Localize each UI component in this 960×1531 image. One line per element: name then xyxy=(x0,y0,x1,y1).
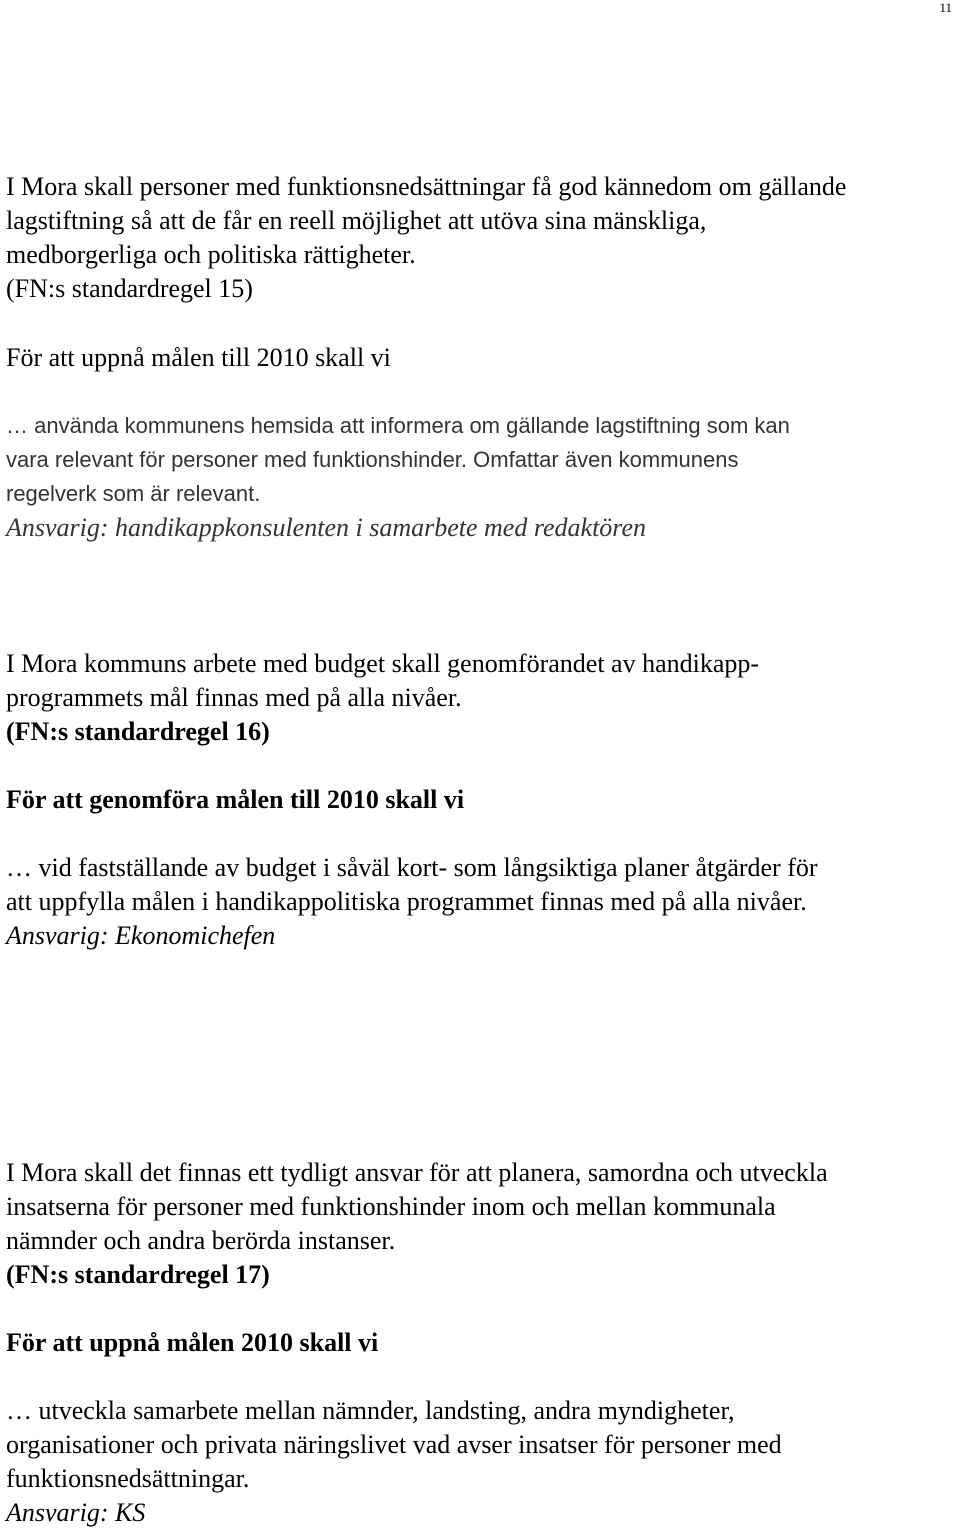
goal-line: I Mora kommuns arbete med budget skall genomförandet av handikapp- xyxy=(6,649,760,678)
standard-rule-reference: (FN:s standardregel 15) xyxy=(6,274,253,303)
action-line: regelverk som är relevant. xyxy=(6,481,261,506)
goal-line: I Mora skall det finnas ett tydligt ansvar för att planera, samordna och utveckla xyxy=(6,1158,828,1187)
standard-rule-reference: (FN:s standardregel 17) xyxy=(6,1260,270,1289)
section-heading: För att uppnå målen 2010 skall vi xyxy=(6,1328,379,1357)
section-1-actions xyxy=(6,409,956,545)
action-line: funktionsnedsättningar. xyxy=(6,1464,250,1493)
section-3-goal xyxy=(6,1156,956,1292)
goal-line: I Mora skall personer med funktionsnedsättningar få god kännedom om gällande xyxy=(6,172,847,201)
action-line: organisationer och privata näringslivet vad avser insatser för personer med xyxy=(6,1430,782,1459)
section-2-goal xyxy=(6,647,956,749)
section-1-goal xyxy=(6,170,956,306)
section-2-heading xyxy=(6,783,956,817)
section-1-heading xyxy=(6,341,956,375)
responsible-line: Ansvarig: handikappkonsulenten i samarbete med redaktören xyxy=(6,513,646,542)
page-number: 11 xyxy=(939,0,952,15)
responsible-line: Ansvarig: KS xyxy=(6,1498,146,1527)
action-line: att uppfylla målen i handikappolitiska programmet finnas med på alla nivåer. xyxy=(6,887,807,916)
action-line: … använda kommunens hemsida att informera om gällande lagstiftning som kan xyxy=(6,413,790,438)
action-line: vara relevant för personer med funktionshinder. Omfattar även kommunens xyxy=(6,447,739,472)
section-3-heading xyxy=(6,1326,956,1360)
goal-line: programmets mål finnas med på alla nivåer. xyxy=(6,683,462,712)
responsible-line: Ansvarig: Ekonomichefen xyxy=(6,921,276,950)
goal-line: nämnder och andra berörda instanser. xyxy=(6,1226,396,1255)
standard-rule-reference: (FN:s standardregel 16) xyxy=(6,717,270,746)
goal-line: medborgerliga och politiska rättigheter. xyxy=(6,240,416,269)
section-2-actions xyxy=(6,851,956,953)
goal-line: lagstiftning så att de får en reell möjlighet att utöva sina mänskliga, xyxy=(6,206,707,235)
section-heading: För att genomföra målen till 2010 skall vi xyxy=(6,785,465,814)
section-heading: För att uppnå målen till 2010 skall vi xyxy=(6,343,391,372)
section-3-actions xyxy=(6,1394,956,1530)
action-line: … vid fastställande av budget i såväl kort- som långsiktiga planer åtgärder för xyxy=(6,853,818,882)
goal-line: insatserna för personer med funktionshinder inom och mellan kommunala xyxy=(6,1192,776,1221)
action-line: … utveckla samarbete mellan nämnder, landsting, andra myndigheter, xyxy=(6,1396,735,1425)
